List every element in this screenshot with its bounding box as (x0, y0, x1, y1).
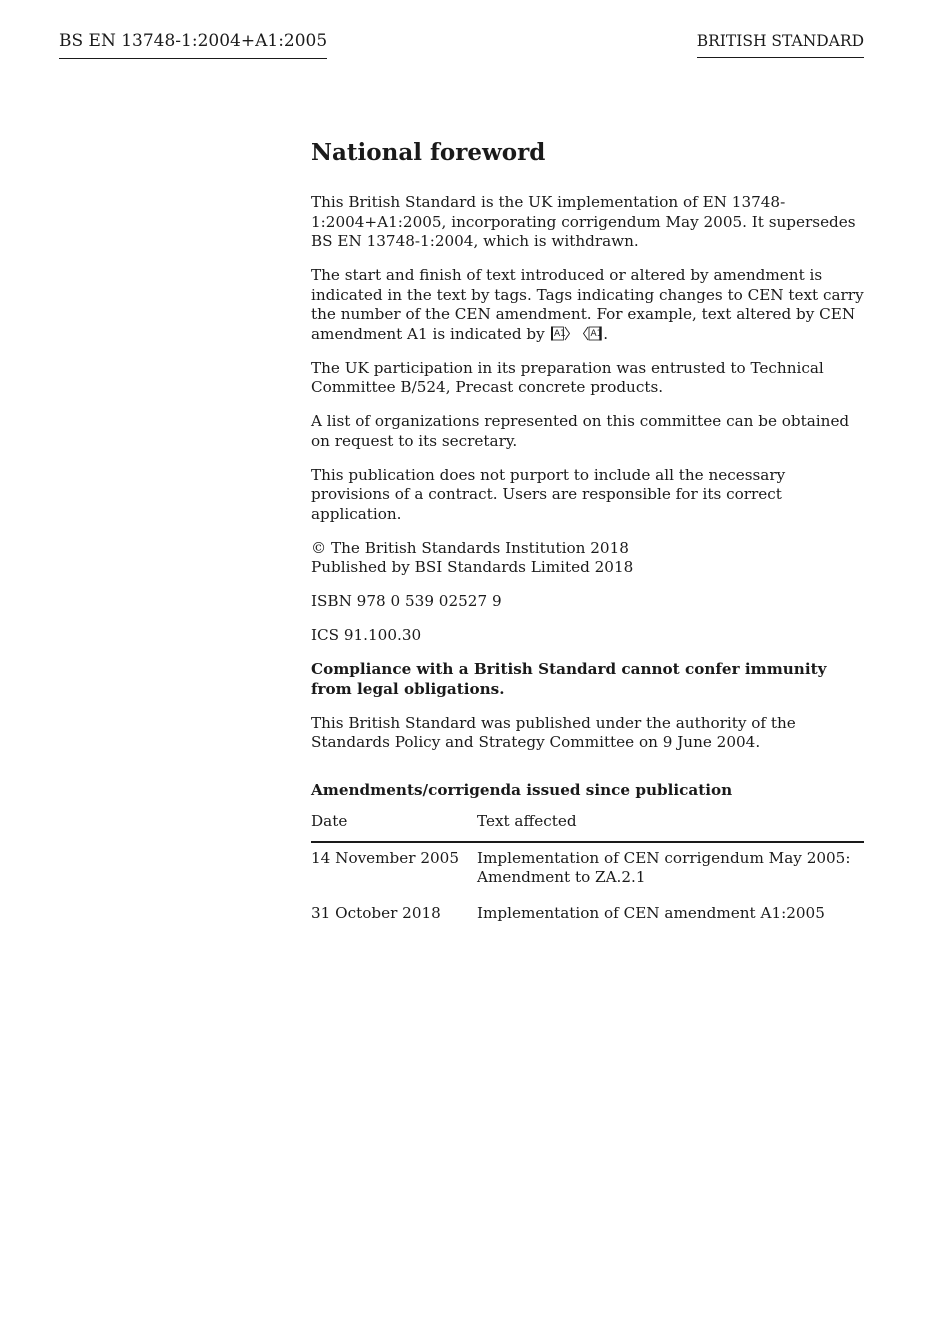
amendment-text-affected (477, 898, 864, 934)
column-header-date: Date (311, 808, 477, 842)
header-document-id: BS EN 13748-1:2004+A1:2005 (59, 30, 327, 59)
main-content (311, 138, 867, 933)
paragraph-committee: The UK participation in its preparation was entrusted to Technical Committee B/524, Precast concrete products. (311, 358, 824, 396)
svg-text:A1: A1 (590, 328, 603, 339)
paragraph-copyright-block (311, 539, 867, 578)
amendments-heading: Amendments/corrigenda issued since publication (311, 780, 733, 799)
paragraph-organizations: A list of organizations represented on this committee can be obtained on request to its secretary. (311, 412, 850, 450)
paragraph-amendment-tags-text: The start and finish of text introduced or altered by amendment is indicated in the text by tags. Tags indicating changes to CEN text carry the number of the CEN amendment. For example, text altered by CEN amendment A1 is indicated by (311, 266, 864, 343)
compliance-notice: Compliance with a British Standard cannot confer immunity from legal obligations. (311, 660, 827, 698)
amendment-text-line: Implementation of CEN corrigendum May 2005: (477, 848, 851, 867)
table-row (311, 898, 864, 934)
published-line: Published by BSI Standards Limited 2018 (311, 558, 634, 576)
svg-text:A1: A1 (553, 328, 566, 339)
amendment-date: 14 November 2005 (311, 848, 460, 867)
paragraph-implementation: This British Standard is the UK implementation of EN 13748-1:2004+A1:2005, incorporating corrigendum May 2005. It supersedes BS EN 13748-1:2004, which is withdrawn. (311, 193, 856, 250)
amendment-start-tag-icon (551, 326, 571, 341)
page-title: National foreword (311, 139, 546, 166)
authority-statement: This British Standard was published under the authority of the Standards Policy and Strategy Committee on 9 June 2004. (311, 713, 796, 751)
paragraph-amendment-tags (311, 266, 867, 344)
ics-code: ICS 91.100.30 (311, 626, 422, 644)
paragraph-provisions: This publication does not purport to include all the necessary provisions of a contract. Users are responsible for its correct application. (311, 465, 786, 523)
amendment-date: 31 October 2018 (311, 903, 441, 922)
header-category: BRITISH STANDARD (697, 31, 864, 58)
amendment-end-tag-icon (582, 326, 602, 341)
table-row (311, 842, 864, 898)
amendment-text-line: Implementation of CEN amendment A1:2005 (477, 903, 825, 922)
copyright-line: © The British Standards Institution 2018 (311, 538, 629, 557)
amendment-text-line: Amendment to ZA.2.1 (477, 868, 646, 886)
amendments-table (311, 808, 864, 933)
amendment-text-affected (477, 842, 864, 898)
isbn: ISBN 978 0 539 02527 9 (311, 592, 502, 610)
column-header-text-affected: Text affected (477, 808, 864, 842)
paragraph-amendment-tags-end: . (603, 324, 609, 343)
amendments-header-row (311, 808, 864, 842)
